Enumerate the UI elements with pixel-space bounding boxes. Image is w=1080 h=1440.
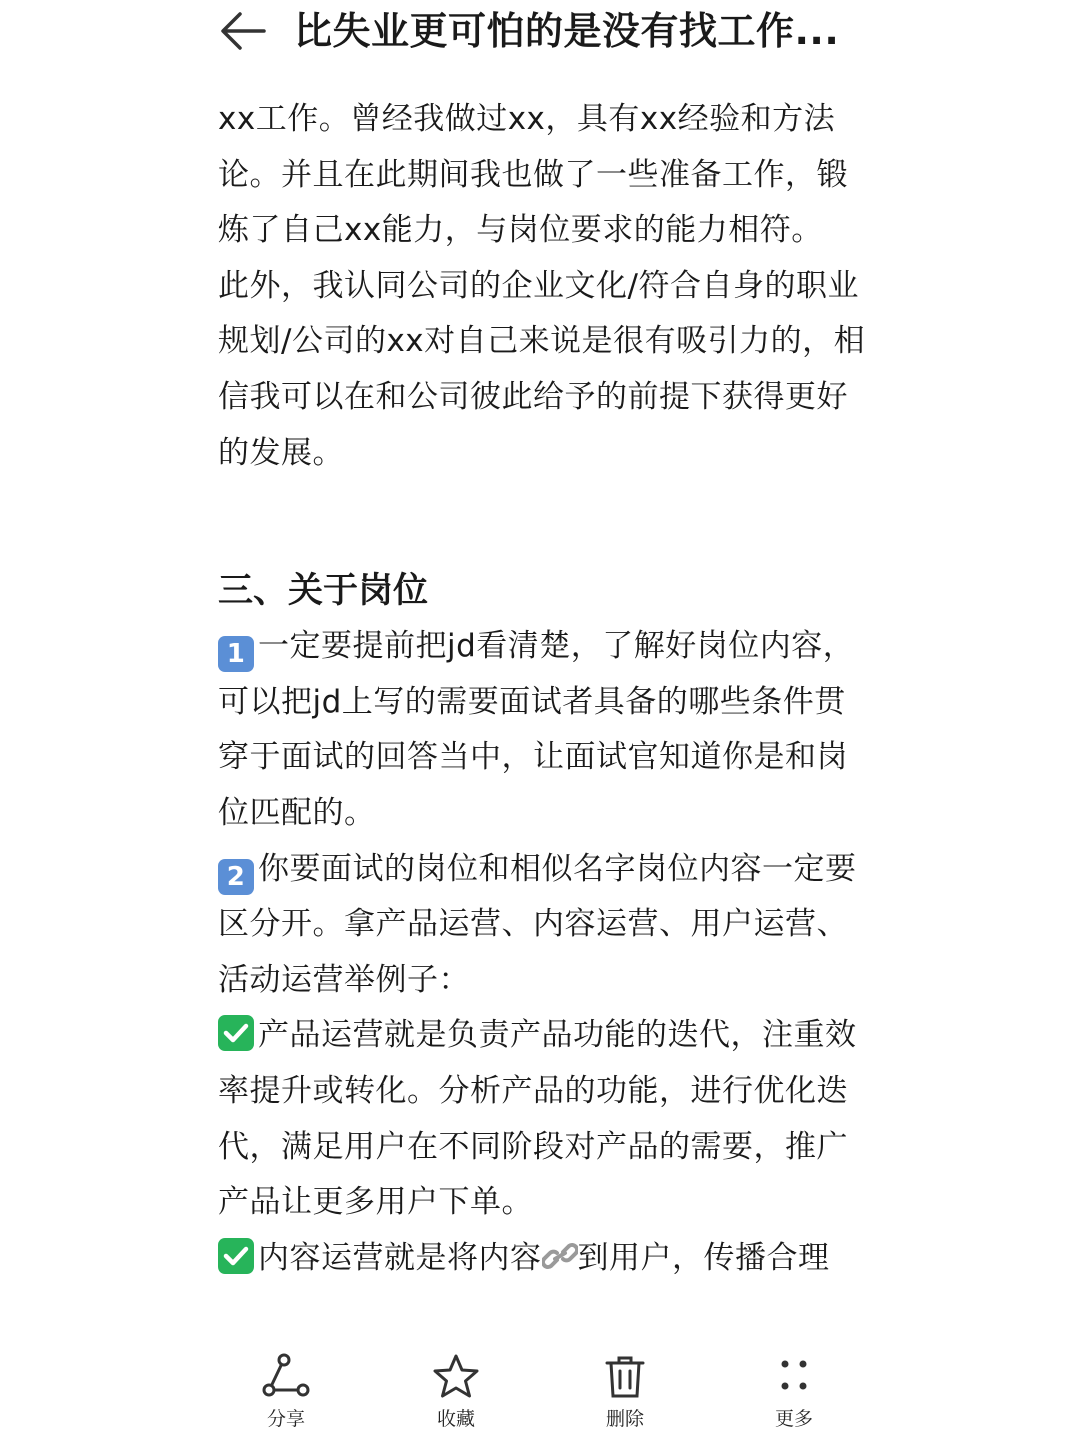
trash-icon: [599, 1352, 651, 1402]
paragraph: 此外，我认同公司的企业文化/符合自身的职业规划/公司的xx对自己来说是很有吸引力的，相信我可以在和公司彼此给予的前提下获得更好的发展。: [218, 267, 866, 471]
share-label: 分享: [266, 1408, 305, 1430]
keycap-number-icon: 1: [218, 636, 254, 672]
more-button[interactable]: [734, 1352, 854, 1438]
keycap-number-icon: 2: [218, 859, 254, 895]
collect-button[interactable]: [396, 1352, 516, 1438]
note-content: [218, 92, 868, 1332]
more-label: 更多: [774, 1408, 813, 1430]
list-item-text: 到用户，传播合理: [577, 1239, 830, 1276]
share-button[interactable]: [226, 1352, 346, 1438]
bottom-toolbar: [0, 1338, 1080, 1440]
arrow-left-icon: [214, 6, 270, 56]
delete-label: 删除: [605, 1408, 644, 1430]
star-icon: [430, 1352, 482, 1402]
list-item: [218, 619, 868, 841]
page-title: 比失业更可怕的是没有找工作...: [294, 9, 840, 53]
list-item-text: 内容运营就是将内容: [258, 1239, 542, 1276]
list-item-text: 你要面试的岗位和相似名字岗位内容一定要区分开。拿产品运营、内容运营、用户运营、活动运营举例子：: [218, 850, 857, 998]
back-button[interactable]: [214, 6, 270, 56]
share-icon: [260, 1352, 312, 1402]
more-dots-icon: [768, 1352, 820, 1402]
list-item-text: 产品运营就是负责产品功能的迭代，注重效率提升或转化。分析产品的功能，进行优化迭代，满足用户在不同阶段对产品的需要，推广产品让更多用户下单。: [218, 1017, 857, 1221]
delete-button[interactable]: [565, 1352, 685, 1438]
paragraph: xx工作。曾经我做过xx，具有xx经验和方法论。并且在此期间我也做了一些准备工作，锻炼了自己xx能力，与岗位要求的能力相符。: [218, 101, 848, 249]
collect-label: 收藏: [436, 1408, 475, 1430]
header-bar: [0, 0, 1080, 64]
list-item: [218, 1231, 868, 1287]
list-item-text: 一定要提前把jd看清楚，了解好岗位内容，可以把jd上写的需要面试者具备的哪些条件贯穿于面试的回答当中，让面试官知道你是和岗位匹配的。: [218, 628, 855, 831]
link-icon: [542, 1240, 578, 1272]
list-item: [218, 1008, 868, 1230]
section-heading: 三、关于岗位: [218, 571, 429, 612]
check-mark-icon: [218, 1238, 254, 1274]
list-item: [218, 842, 868, 1009]
check-mark-icon: [218, 1015, 254, 1051]
